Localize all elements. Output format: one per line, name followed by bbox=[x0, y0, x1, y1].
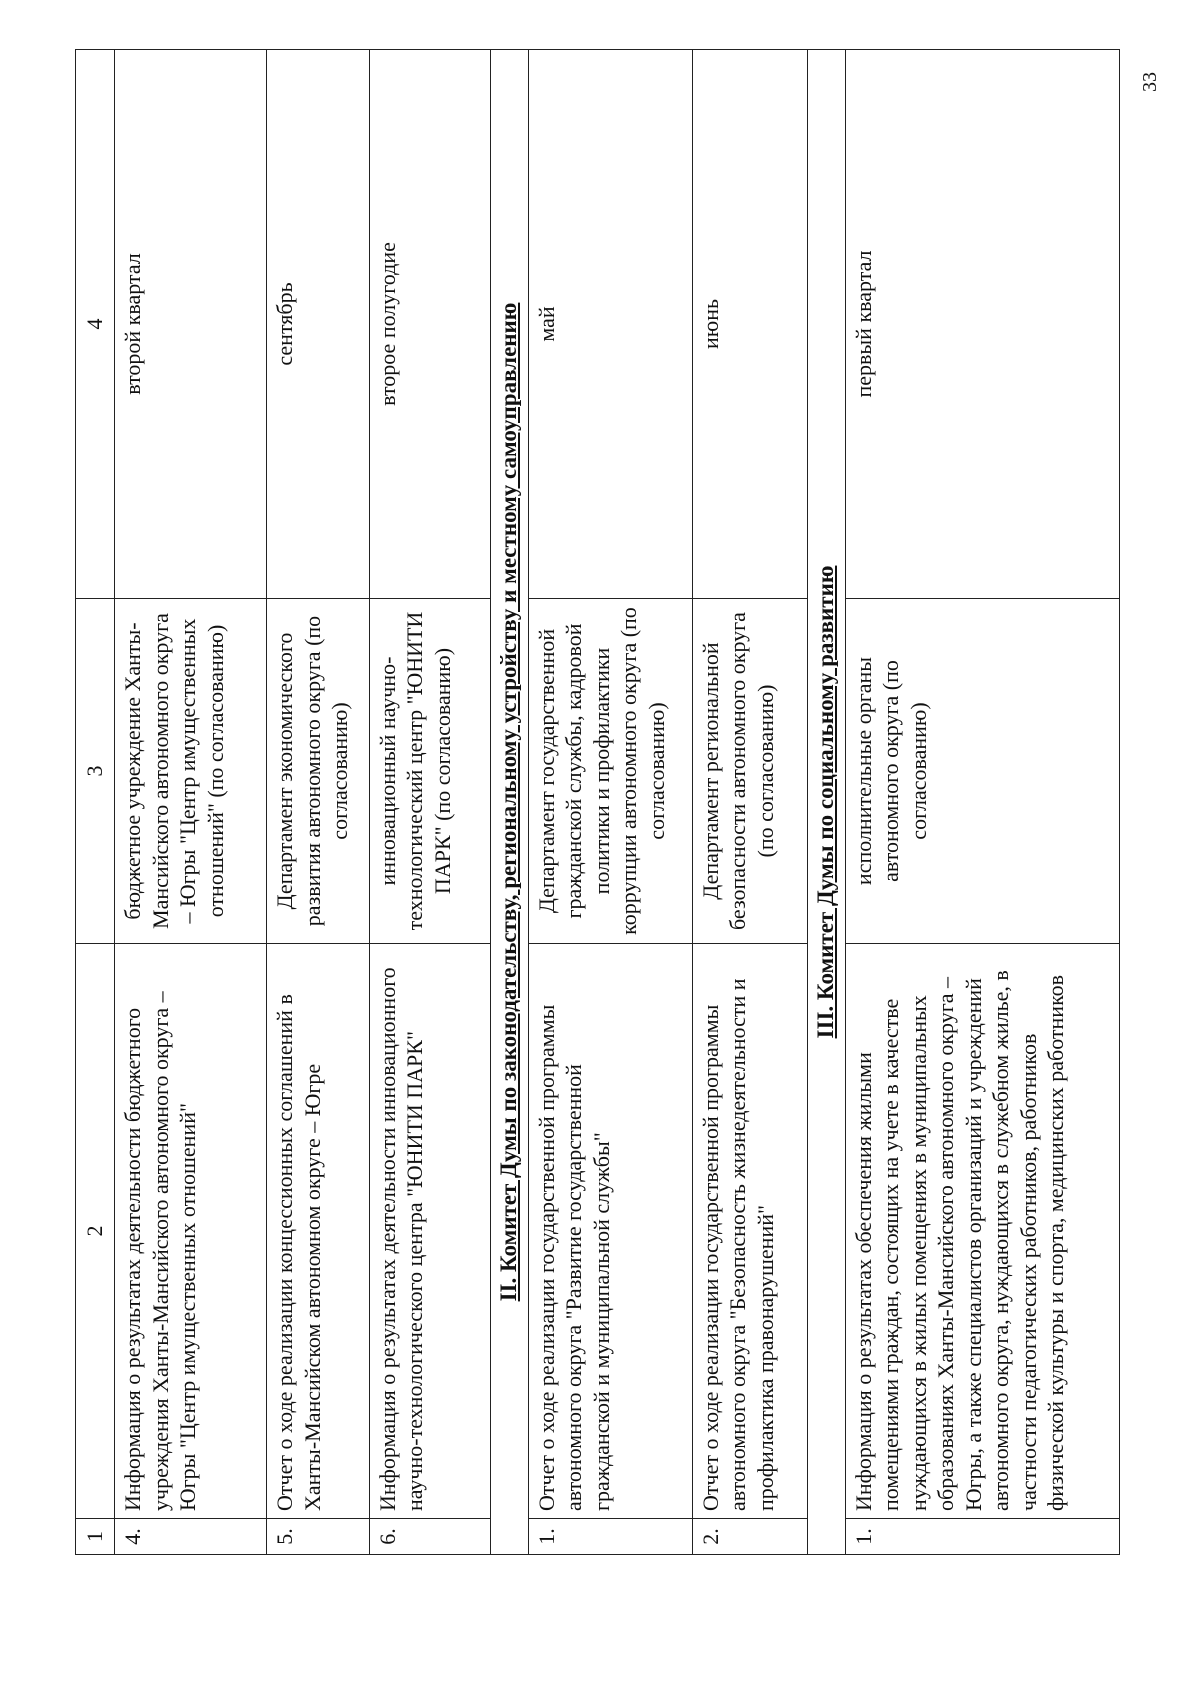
row-term: первый квартал bbox=[845, 50, 1119, 599]
row-term: второй квартал bbox=[115, 50, 267, 599]
page-number: 33 bbox=[1139, 72, 1161, 92]
row-responsible: исполнительные органы автономного округа (по согласованию) bbox=[845, 599, 1119, 944]
row-responsible: Департамент государственной гражданской службы, кадровой политики и профилактики коррупции автономного округа (по согласованию) bbox=[528, 599, 692, 944]
row-number: 2. bbox=[692, 1519, 807, 1555]
row-term: сентябрь bbox=[267, 50, 369, 599]
section-title: III. Комитет Думы по социальному развитию bbox=[807, 50, 845, 1555]
row-number: 4. bbox=[115, 1519, 267, 1555]
row-number: 1. bbox=[845, 1519, 1119, 1555]
document-sheet bbox=[75, 50, 1120, 1555]
table-row bbox=[267, 50, 369, 1555]
table-row bbox=[115, 50, 267, 1555]
column-header: 4 bbox=[76, 50, 115, 599]
row-description: Информация о результатах обеспечения жилыми помещениями граждан, состоящих на учете в качестве нуждающихся в жилых помещениях в муниципальных образованиях Ханты-Мансийского автономного округа – Югры, а также специалистов организаций и учреждений автономного округа, нуждающихся в служебном жилье, в частности педагогических работников, работников физической культуры и спорта, медицинских работников bbox=[845, 944, 1119, 1519]
plan-table bbox=[75, 49, 1120, 1555]
section-heading-row bbox=[490, 50, 528, 1555]
row-number: 5. bbox=[267, 1519, 369, 1555]
column-header: 2 bbox=[76, 944, 115, 1519]
column-header: 3 bbox=[76, 599, 115, 944]
row-responsible: Департамент региональной безопасности автономного округа (по согласованию) bbox=[692, 599, 807, 944]
row-responsible: инновационный научно-технологический центр "ЮНИТИ ПАРК" (по согласованию) bbox=[369, 599, 490, 944]
row-number: 1. bbox=[528, 1519, 692, 1555]
row-term: второе полугодие bbox=[369, 50, 490, 599]
row-description: Отчет о ходе реализации концессионных соглашений в Ханты-Мансийском автономном округе – Югре bbox=[267, 944, 369, 1519]
row-description: Информация о результатах деятельности бюджетного учреждения Ханты-Мансийского автономного округа – Югры "Центр имущественных отношений" bbox=[115, 944, 267, 1519]
table-header-row bbox=[76, 50, 115, 1555]
row-description: Информация о результатах деятельности инновационного научно-технологического центра "ЮНИТИ ПАРК" bbox=[369, 944, 490, 1519]
row-responsible: бюджетное учреждение Ханты-Мансийского автономного округа – Югры "Центр имущественных отношений" (по согласованию) bbox=[115, 599, 267, 944]
row-number: 6. bbox=[369, 1519, 490, 1555]
row-description: Отчет о ходе реализации государственной программы автономного округа "Развитие государственной гражданской и муниципальной службы" bbox=[528, 944, 692, 1519]
table-row bbox=[692, 50, 807, 1555]
column-header: 1 bbox=[76, 1519, 115, 1555]
row-term: май bbox=[528, 50, 692, 599]
row-description: Отчет о ходе реализации государственной программы автономного округа "Безопасность жизнедеятельности и профилактика правонарушений" bbox=[692, 944, 807, 1519]
section-title: II. Комитет Думы по законодательству, региональному устройству и местному самоуправлению bbox=[490, 50, 528, 1555]
table-row bbox=[845, 50, 1119, 1555]
row-term: июнь bbox=[692, 50, 807, 599]
row-responsible: Департамент экономического развития автономного округа (по согласованию) bbox=[267, 599, 369, 944]
table-row bbox=[528, 50, 692, 1555]
section-heading-row bbox=[807, 50, 845, 1555]
table-row bbox=[369, 50, 490, 1555]
